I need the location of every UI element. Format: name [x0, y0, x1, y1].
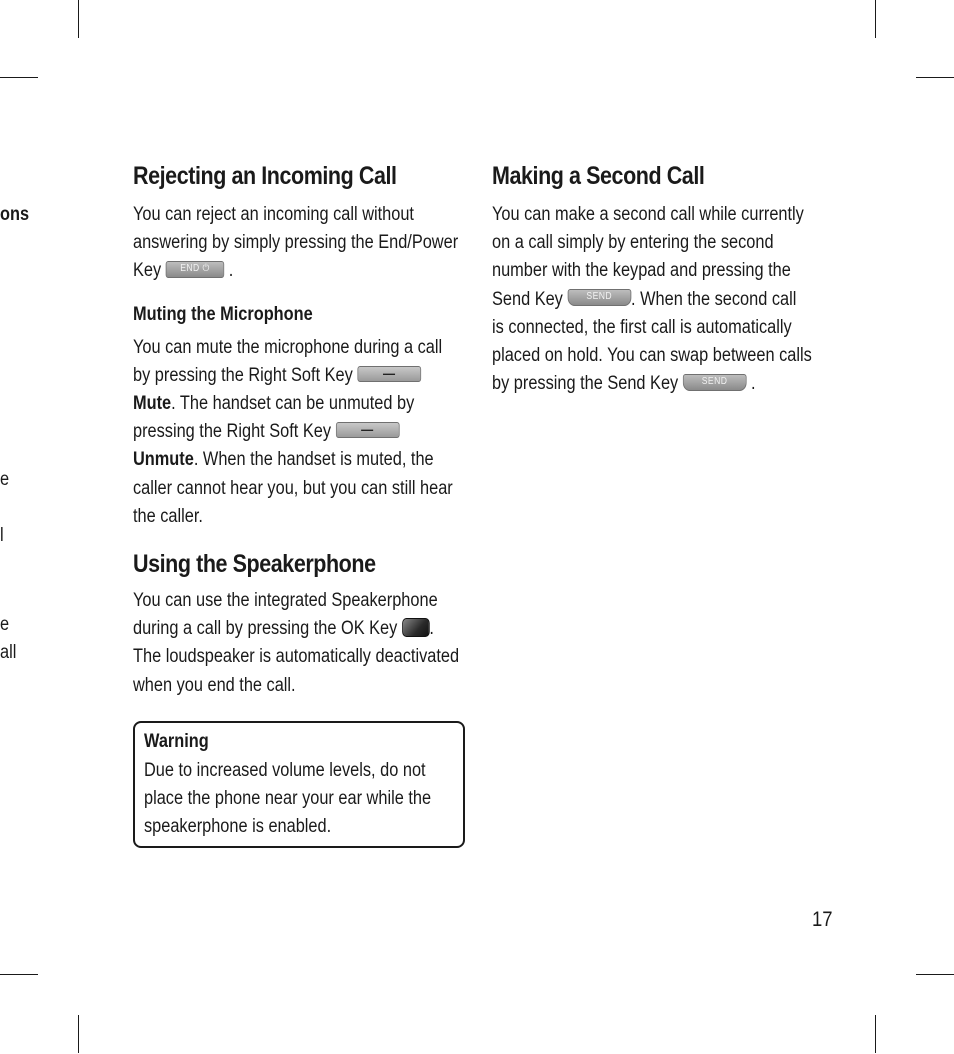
text-line: You can use the integrated Speakerphone: [133, 590, 438, 612]
text-fragment: . When the second call: [631, 288, 797, 310]
ok-key-icon: [402, 618, 430, 637]
text-fragment: by pressing the Send Key: [492, 373, 679, 395]
crop-mark-top-right: [875, 0, 876, 38]
text-line: place the phone near your ear while the: [144, 788, 432, 810]
muting-microphone-heading: Muting the Microphone: [133, 303, 313, 325]
send-key-icon: SEND: [567, 289, 631, 306]
text-line: The loudspeaker is automatically deactivated: [133, 646, 460, 668]
text-line: [133, 362, 425, 390]
text-line: the caller.: [133, 505, 203, 527]
rejecting-call-paragraph: [133, 201, 473, 286]
mute-label: Mute: [133, 393, 172, 415]
second-call-paragraph: [492, 201, 832, 398]
text-line: [133, 257, 425, 285]
speakerphone-heading: Using the Speakerphone: [133, 550, 376, 579]
text-fragment: during a call by pressing the OK Key: [133, 618, 398, 640]
text-fragment: pressing the Right Soft Key: [133, 421, 332, 443]
facing-page-fragment: all: [0, 642, 17, 663]
warning-text: [144, 757, 463, 842]
send-key-icon: SEND: [683, 374, 747, 391]
text-fragment: . The handset can be unmuted by: [171, 393, 415, 415]
warning-title: Warning: [144, 731, 209, 752]
text-fragment: Key: [133, 260, 162, 282]
crop-mark-bottom-right: [875, 1015, 876, 1053]
facing-page-fragment: e: [0, 614, 10, 635]
crop-mark-right-upper: [916, 77, 954, 78]
text-fragment: by pressing the Right Soft Key: [133, 364, 353, 386]
text-line: [492, 370, 784, 398]
text-line: [492, 286, 797, 314]
text-fragment: Send Key: [492, 288, 563, 310]
text-line: answering by simply pressing the End/Power: [133, 232, 459, 254]
right-soft-key-icon: —: [336, 422, 400, 438]
crop-mark-bottom-left: [78, 1015, 79, 1053]
text-line: [133, 418, 425, 446]
text-line: [133, 446, 434, 474]
facing-page-fragment: l: [0, 525, 4, 546]
text-fragment: .: [429, 618, 434, 640]
text-line: [133, 390, 425, 418]
second-call-heading: Making a Second Call: [492, 162, 705, 190]
text-line: when you end the call.: [133, 674, 296, 696]
right-soft-key-icon: —: [357, 366, 421, 382]
unmute-label: Unmute: [133, 449, 194, 471]
text-line: You can mute the microphone during a call: [133, 336, 443, 358]
text-line: You can reject an incoming call without: [133, 204, 414, 225]
end-power-key-icon: END ⏻: [166, 261, 224, 278]
text-fragment: .: [750, 373, 756, 395]
warning-box: [133, 721, 465, 848]
left-column: [133, 160, 473, 700]
right-column: [492, 160, 832, 398]
facing-page-fragment: ons: [0, 204, 30, 225]
text-line: placed on hold. You can swap between calls: [492, 345, 812, 367]
text-fragment: .: [228, 260, 234, 282]
rejecting-call-heading: Rejecting an Incoming Call: [133, 162, 397, 190]
text-fragment: . When the handset is muted, the: [193, 449, 434, 471]
facing-page-fragment: e: [0, 469, 10, 490]
text-line: number with the keypad and pressing the: [492, 260, 791, 282]
text-line: on a call simply by entering the second: [492, 232, 774, 254]
muting-microphone-paragraph: [133, 334, 473, 531]
crop-mark-right-lower: [916, 974, 954, 975]
text-line: is connected, the first call is automatically: [492, 316, 792, 338]
page-number: 17: [812, 908, 833, 931]
text-line: speakerphone is enabled.: [144, 816, 332, 838]
text-line: [133, 615, 434, 643]
text-line: Due to increased volume levels, do not: [144, 760, 426, 781]
text-line: You can make a second call while currently: [492, 204, 804, 225]
crop-mark-left-upper: [0, 77, 38, 78]
speakerphone-paragraph: [133, 587, 473, 700]
crop-mark-top-left: [78, 0, 79, 38]
text-line: caller cannot hear you, but you can still hear: [133, 477, 453, 499]
crop-mark-left-lower: [0, 974, 38, 975]
